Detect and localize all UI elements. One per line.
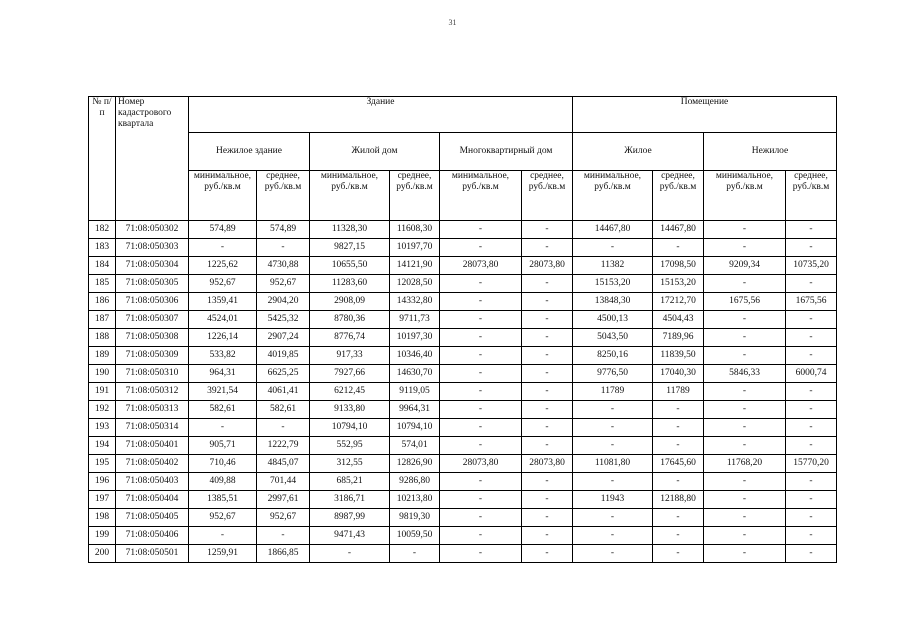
cell-apartment-avg: - xyxy=(522,347,573,365)
header-residential-premises: Жилое xyxy=(573,133,704,171)
cell-house-avg: 9819,30 xyxy=(390,509,440,527)
cell-cadastral-number: 71:08:050307 xyxy=(116,311,189,329)
cell-nonres-building-min: 1226,14 xyxy=(189,329,257,347)
cell-row-number: 182 xyxy=(89,221,116,239)
cell-row-number: 197 xyxy=(89,491,116,509)
cell-nonres-building-min: 964,31 xyxy=(189,365,257,383)
page-number: 31 xyxy=(448,18,457,27)
cell-house-avg: 10794,10 xyxy=(390,419,440,437)
header-avg-value: среднее, руб./кв.м xyxy=(786,171,837,221)
cell-nonresidential-avg: 6000,74 xyxy=(786,365,837,383)
cell-nonresidential-min: - xyxy=(704,509,786,527)
cell-nonres-building-avg: 574,89 xyxy=(257,221,310,239)
cell-house-avg: - xyxy=(390,545,440,563)
cell-house-min: 9471,43 xyxy=(310,527,390,545)
cell-apartment-avg: - xyxy=(522,419,573,437)
cell-house-avg: 14630,70 xyxy=(390,365,440,383)
cell-cadastral-number: 71:08:050406 xyxy=(116,527,189,545)
cell-cadastral-number: 71:08:050314 xyxy=(116,419,189,437)
cell-nonres-building-min: - xyxy=(189,527,257,545)
cell-row-number: 196 xyxy=(89,473,116,491)
cell-row-number: 193 xyxy=(89,419,116,437)
cell-nonres-building-min: 3921,54 xyxy=(189,383,257,401)
header-avg-value: среднее, руб./кв.м xyxy=(522,171,573,221)
cell-apartment-avg: 28073,80 xyxy=(522,257,573,275)
cell-row-number: 184 xyxy=(89,257,116,275)
cell-residential-avg: 17645,60 xyxy=(653,455,704,473)
cell-cadastral-number: 71:08:050303 xyxy=(116,239,189,257)
cell-nonres-building-min: 1259,91 xyxy=(189,545,257,563)
cell-residential-min: - xyxy=(573,509,653,527)
cell-apartment-min: - xyxy=(440,545,522,563)
cell-apartment-min: - xyxy=(440,473,522,491)
cell-nonresidential-min: - xyxy=(704,419,786,437)
cell-nonresidential-min: - xyxy=(704,437,786,455)
table-row xyxy=(89,383,837,401)
cell-nonresidential-avg: - xyxy=(786,527,837,545)
cell-apartment-avg: - xyxy=(522,239,573,257)
cell-nonres-building-avg: 952,67 xyxy=(257,509,310,527)
cell-nonresidential-min: - xyxy=(704,347,786,365)
cell-row-number: 190 xyxy=(89,365,116,383)
cell-nonres-building-avg: 5425,32 xyxy=(257,311,310,329)
cell-house-avg: 9286,80 xyxy=(390,473,440,491)
cell-cadastral-number: 71:08:050312 xyxy=(116,383,189,401)
cell-cadastral-number: 71:08:050403 xyxy=(116,473,189,491)
cell-apartment-min: - xyxy=(440,347,522,365)
cell-row-number: 192 xyxy=(89,401,116,419)
cell-nonresidential-avg: 10735,20 xyxy=(786,257,837,275)
cell-nonresidential-min: - xyxy=(704,383,786,401)
cell-row-number: 185 xyxy=(89,275,116,293)
cell-house-avg: 10059,50 xyxy=(390,527,440,545)
table-row xyxy=(89,401,837,419)
cell-row-number: 198 xyxy=(89,509,116,527)
cell-house-avg: 10197,70 xyxy=(390,239,440,257)
cell-house-avg: 14121,90 xyxy=(390,257,440,275)
cell-residential-min: - xyxy=(573,437,653,455)
cell-apartment-avg: - xyxy=(522,365,573,383)
cell-residential-min: 13848,30 xyxy=(573,293,653,311)
cell-nonres-building-min: 1225,62 xyxy=(189,257,257,275)
cell-apartment-min: - xyxy=(440,239,522,257)
cell-nonres-building-avg: 2904,20 xyxy=(257,293,310,311)
cell-residential-avg: - xyxy=(653,239,704,257)
cell-nonresidential-min: 11768,20 xyxy=(704,455,786,473)
cell-nonresidential-avg: - xyxy=(786,437,837,455)
cell-row-number: 189 xyxy=(89,347,116,365)
cell-cadastral-number: 71:08:050309 xyxy=(116,347,189,365)
table-body xyxy=(89,221,837,563)
cell-nonres-building-avg: 4019,85 xyxy=(257,347,310,365)
cell-apartment-avg: - xyxy=(522,293,573,311)
cell-apartment-avg: - xyxy=(522,473,573,491)
cell-cadastral-number: 71:08:050304 xyxy=(116,257,189,275)
cell-house-min: 8780,36 xyxy=(310,311,390,329)
cell-nonresidential-min: 9209,34 xyxy=(704,257,786,275)
header-row-number: № п/п xyxy=(89,97,116,221)
cell-nonresidential-avg: - xyxy=(786,347,837,365)
cell-nonres-building-avg: 2997,61 xyxy=(257,491,310,509)
cell-residential-avg: 14467,80 xyxy=(653,221,704,239)
cell-apartment-avg: - xyxy=(522,311,573,329)
cell-apartment-avg: - xyxy=(522,527,573,545)
cell-apartment-min: - xyxy=(440,437,522,455)
cell-cadastral-number: 71:08:050308 xyxy=(116,329,189,347)
cell-apartment-avg: - xyxy=(522,437,573,455)
cell-apartment-min: - xyxy=(440,221,522,239)
header-min-value: минимальное, руб./кв.м xyxy=(310,171,390,221)
cell-row-number: 194 xyxy=(89,437,116,455)
table-row xyxy=(89,221,837,239)
cell-nonresidential-min: - xyxy=(704,239,786,257)
cell-house-min: 11283,60 xyxy=(310,275,390,293)
cell-row-number: 187 xyxy=(89,311,116,329)
cell-house-avg: 9711,73 xyxy=(390,311,440,329)
cell-house-avg: 9119,05 xyxy=(390,383,440,401)
cell-nonresidential-min: - xyxy=(704,473,786,491)
cell-house-min: 9133,80 xyxy=(310,401,390,419)
cell-house-min: - xyxy=(310,545,390,563)
cell-nonresidential-avg: - xyxy=(786,275,837,293)
cell-residential-min: 4500,13 xyxy=(573,311,653,329)
cell-apartment-min: - xyxy=(440,365,522,383)
header-avg-value: среднее, руб./кв.м xyxy=(390,171,440,221)
header-building: Здание xyxy=(189,97,573,133)
cell-apartment-min: - xyxy=(440,419,522,437)
cell-apartment-avg: - xyxy=(522,545,573,563)
cell-cadastral-number: 71:08:050404 xyxy=(116,491,189,509)
cell-apartment-min: - xyxy=(440,527,522,545)
cell-house-avg: 10213,80 xyxy=(390,491,440,509)
cell-nonresidential-avg: - xyxy=(786,221,837,239)
cell-house-min: 11328,30 xyxy=(310,221,390,239)
cell-nonresidential-avg: 1675,56 xyxy=(786,293,837,311)
cell-residential-min: 5043,50 xyxy=(573,329,653,347)
cell-residential-avg: - xyxy=(653,419,704,437)
cell-nonres-building-avg: 4730,88 xyxy=(257,257,310,275)
cell-apartment-min: 28073,80 xyxy=(440,455,522,473)
cell-residential-avg: 17098,50 xyxy=(653,257,704,275)
cell-nonres-building-min: - xyxy=(189,419,257,437)
cell-residential-avg: 17040,30 xyxy=(653,365,704,383)
cell-house-min: 8987,99 xyxy=(310,509,390,527)
table-row xyxy=(89,257,837,275)
cell-nonres-building-min: 905,71 xyxy=(189,437,257,455)
cell-nonres-building-avg: 582,61 xyxy=(257,401,310,419)
cell-nonresidential-min: 1675,56 xyxy=(704,293,786,311)
header-nonresidential-building: Нежилое здание xyxy=(189,133,310,171)
cell-nonres-building-avg: 2907,24 xyxy=(257,329,310,347)
cell-house-min: 10794,10 xyxy=(310,419,390,437)
table-row xyxy=(89,527,837,545)
cell-residential-min: - xyxy=(573,545,653,563)
cell-nonresidential-avg: - xyxy=(786,491,837,509)
cell-residential-avg: 4504,43 xyxy=(653,311,704,329)
header-residential-house: Жилой дом xyxy=(310,133,440,171)
cell-nonres-building-avg: - xyxy=(257,239,310,257)
cell-house-avg: 11608,30 xyxy=(390,221,440,239)
cell-house-min: 3186,71 xyxy=(310,491,390,509)
cell-row-number: 195 xyxy=(89,455,116,473)
cell-nonres-building-min: 1359,41 xyxy=(189,293,257,311)
cell-residential-avg: 15153,20 xyxy=(653,275,704,293)
cell-nonres-building-avg: 6625,25 xyxy=(257,365,310,383)
cell-house-avg: 10346,40 xyxy=(390,347,440,365)
cell-cadastral-number: 71:08:050402 xyxy=(116,455,189,473)
cell-cadastral-number: 71:08:050306 xyxy=(116,293,189,311)
cell-residential-avg: - xyxy=(653,437,704,455)
cell-residential-min: 11789 xyxy=(573,383,653,401)
cell-cadastral-number: 71:08:050501 xyxy=(116,545,189,563)
table-row xyxy=(89,275,837,293)
cell-house-avg: 9964,31 xyxy=(390,401,440,419)
cell-row-number: 186 xyxy=(89,293,116,311)
cell-apartment-avg: - xyxy=(522,509,573,527)
cell-nonresidential-min: - xyxy=(704,275,786,293)
cell-row-number: 183 xyxy=(89,239,116,257)
header-avg-value: среднее, руб./кв.м xyxy=(257,171,310,221)
cell-nonresidential-min: - xyxy=(704,221,786,239)
cell-residential-min: 14467,80 xyxy=(573,221,653,239)
header-premises: Помещение xyxy=(573,97,837,133)
cell-residential-min: 9776,50 xyxy=(573,365,653,383)
cell-nonresidential-min: 5846,33 xyxy=(704,365,786,383)
cell-cadastral-number: 71:08:050313 xyxy=(116,401,189,419)
header-nonresidential-premises: Нежилое xyxy=(704,133,837,171)
cell-apartment-avg: - xyxy=(522,401,573,419)
cell-nonresidential-min: - xyxy=(704,545,786,563)
cell-nonresidential-avg: - xyxy=(786,419,837,437)
cell-residential-avg: - xyxy=(653,473,704,491)
cell-nonres-building-avg: 701,44 xyxy=(257,473,310,491)
cell-nonresidential-avg: - xyxy=(786,383,837,401)
cell-apartment-min: - xyxy=(440,293,522,311)
cell-residential-avg: 7189,96 xyxy=(653,329,704,347)
cell-apartment-avg: - xyxy=(522,491,573,509)
cell-cadastral-number: 71:08:050405 xyxy=(116,509,189,527)
cell-nonres-building-avg: 4845,07 xyxy=(257,455,310,473)
cell-house-min: 10655,50 xyxy=(310,257,390,275)
cell-apartment-avg: - xyxy=(522,383,573,401)
cell-residential-avg: - xyxy=(653,545,704,563)
cell-residential-min: 15153,20 xyxy=(573,275,653,293)
table-row xyxy=(89,293,837,311)
cell-house-avg: 10197,30 xyxy=(390,329,440,347)
cell-residential-min: - xyxy=(573,401,653,419)
table-row xyxy=(89,509,837,527)
table-row xyxy=(89,491,837,509)
cell-nonres-building-avg: 1866,85 xyxy=(257,545,310,563)
cell-nonresidential-avg: - xyxy=(786,509,837,527)
cadastral-values-table xyxy=(88,96,837,563)
cell-apartment-min: - xyxy=(440,491,522,509)
cell-residential-avg: - xyxy=(653,509,704,527)
cell-cadastral-number: 71:08:050310 xyxy=(116,365,189,383)
cell-nonresidential-min: - xyxy=(704,311,786,329)
cell-apartment-min: - xyxy=(440,383,522,401)
cell-house-avg: 574,01 xyxy=(390,437,440,455)
cell-apartment-min: - xyxy=(440,329,522,347)
cell-nonres-building-min: 409,88 xyxy=(189,473,257,491)
cell-nonresidential-min: - xyxy=(704,491,786,509)
cell-house-min: 9827,15 xyxy=(310,239,390,257)
cell-house-min: 7927,66 xyxy=(310,365,390,383)
cell-residential-avg: 12188,80 xyxy=(653,491,704,509)
cell-house-avg: 12826,90 xyxy=(390,455,440,473)
table-row xyxy=(89,365,837,383)
cell-row-number: 200 xyxy=(89,545,116,563)
cell-house-avg: 14332,80 xyxy=(390,293,440,311)
cell-nonresidential-avg: - xyxy=(786,473,837,491)
table-row xyxy=(89,455,837,473)
cell-nonresidential-avg: 15770,20 xyxy=(786,455,837,473)
header-avg-value: среднее, руб./кв.м xyxy=(653,171,704,221)
cell-nonresidential-min: - xyxy=(704,329,786,347)
table-row xyxy=(89,239,837,257)
cell-apartment-min: - xyxy=(440,509,522,527)
cell-house-min: 312,55 xyxy=(310,455,390,473)
cell-residential-min: - xyxy=(573,473,653,491)
cell-nonres-building-min: 952,67 xyxy=(189,275,257,293)
cell-residential-avg: 17212,70 xyxy=(653,293,704,311)
cell-apartment-min: - xyxy=(440,311,522,329)
cell-nonres-building-min: 710,46 xyxy=(189,455,257,473)
cell-house-min: 552,95 xyxy=(310,437,390,455)
cell-cadastral-number: 71:08:050401 xyxy=(116,437,189,455)
table-row xyxy=(89,473,837,491)
table-row xyxy=(89,437,837,455)
cell-nonres-building-min: 1385,51 xyxy=(189,491,257,509)
cell-nonres-building-min: - xyxy=(189,239,257,257)
cell-apartment-min: - xyxy=(440,401,522,419)
table-row xyxy=(89,545,837,563)
cell-apartment-min: 28073,80 xyxy=(440,257,522,275)
cell-nonresidential-avg: - xyxy=(786,401,837,419)
cell-nonres-building-avg: - xyxy=(257,419,310,437)
cell-nonres-building-avg: 1222,79 xyxy=(257,437,310,455)
cell-nonres-building-min: 582,61 xyxy=(189,401,257,419)
cell-row-number: 188 xyxy=(89,329,116,347)
cell-nonresidential-min: - xyxy=(704,401,786,419)
cell-nonresidential-avg: - xyxy=(786,329,837,347)
cell-residential-min: 11943 xyxy=(573,491,653,509)
cell-house-avg: 12028,50 xyxy=(390,275,440,293)
cell-cadastral-number: 71:08:050305 xyxy=(116,275,189,293)
header-min-value: минимальное, руб./кв.м xyxy=(704,171,786,221)
cell-residential-min: 11382 xyxy=(573,257,653,275)
header-min-value: минимальное, руб./кв.м xyxy=(573,171,653,221)
cell-house-min: 685,21 xyxy=(310,473,390,491)
cell-nonres-building-avg: 952,67 xyxy=(257,275,310,293)
cell-residential-min: 8250,16 xyxy=(573,347,653,365)
cell-residential-min: - xyxy=(573,239,653,257)
cell-house-min: 6212,45 xyxy=(310,383,390,401)
cell-apartment-avg: - xyxy=(522,221,573,239)
cell-nonresidential-avg: - xyxy=(786,311,837,329)
cell-row-number: 191 xyxy=(89,383,116,401)
cell-house-min: 917,33 xyxy=(310,347,390,365)
header-min-value: минимальное, руб./кв.м xyxy=(440,171,522,221)
cell-residential-avg: - xyxy=(653,527,704,545)
table-row xyxy=(89,311,837,329)
cell-residential-min: - xyxy=(573,527,653,545)
cell-row-number: 199 xyxy=(89,527,116,545)
cell-apartment-avg: 28073,80 xyxy=(522,455,573,473)
cell-nonres-building-min: 574,89 xyxy=(189,221,257,239)
table-row xyxy=(89,347,837,365)
cell-residential-avg: 11789 xyxy=(653,383,704,401)
cell-house-min: 8776,74 xyxy=(310,329,390,347)
cell-nonres-building-min: 4524,01 xyxy=(189,311,257,329)
cell-nonres-building-min: 952,67 xyxy=(189,509,257,527)
table-row xyxy=(89,419,837,437)
cell-apartment-min: - xyxy=(440,275,522,293)
cell-nonres-building-min: 533,82 xyxy=(189,347,257,365)
cell-nonres-building-avg: - xyxy=(257,527,310,545)
cell-cadastral-number: 71:08:050302 xyxy=(116,221,189,239)
cell-nonres-building-avg: 4061,41 xyxy=(257,383,310,401)
cell-residential-avg: 11839,50 xyxy=(653,347,704,365)
cell-apartment-avg: - xyxy=(522,275,573,293)
cell-house-min: 2908,09 xyxy=(310,293,390,311)
table-row xyxy=(89,329,837,347)
cell-residential-min: - xyxy=(573,419,653,437)
header-cadastral-number: Номер кадастрового квартала xyxy=(116,97,189,221)
header-min-value: минимальное, руб./кв.м xyxy=(189,171,257,221)
cell-residential-min: 11081,80 xyxy=(573,455,653,473)
cell-nonresidential-avg: - xyxy=(786,545,837,563)
cell-residential-avg: - xyxy=(653,401,704,419)
header-apartment-building: Многоквартирный дом xyxy=(440,133,573,171)
cell-apartment-avg: - xyxy=(522,329,573,347)
cell-nonresidential-min: - xyxy=(704,527,786,545)
cell-nonresidential-avg: - xyxy=(786,239,837,257)
